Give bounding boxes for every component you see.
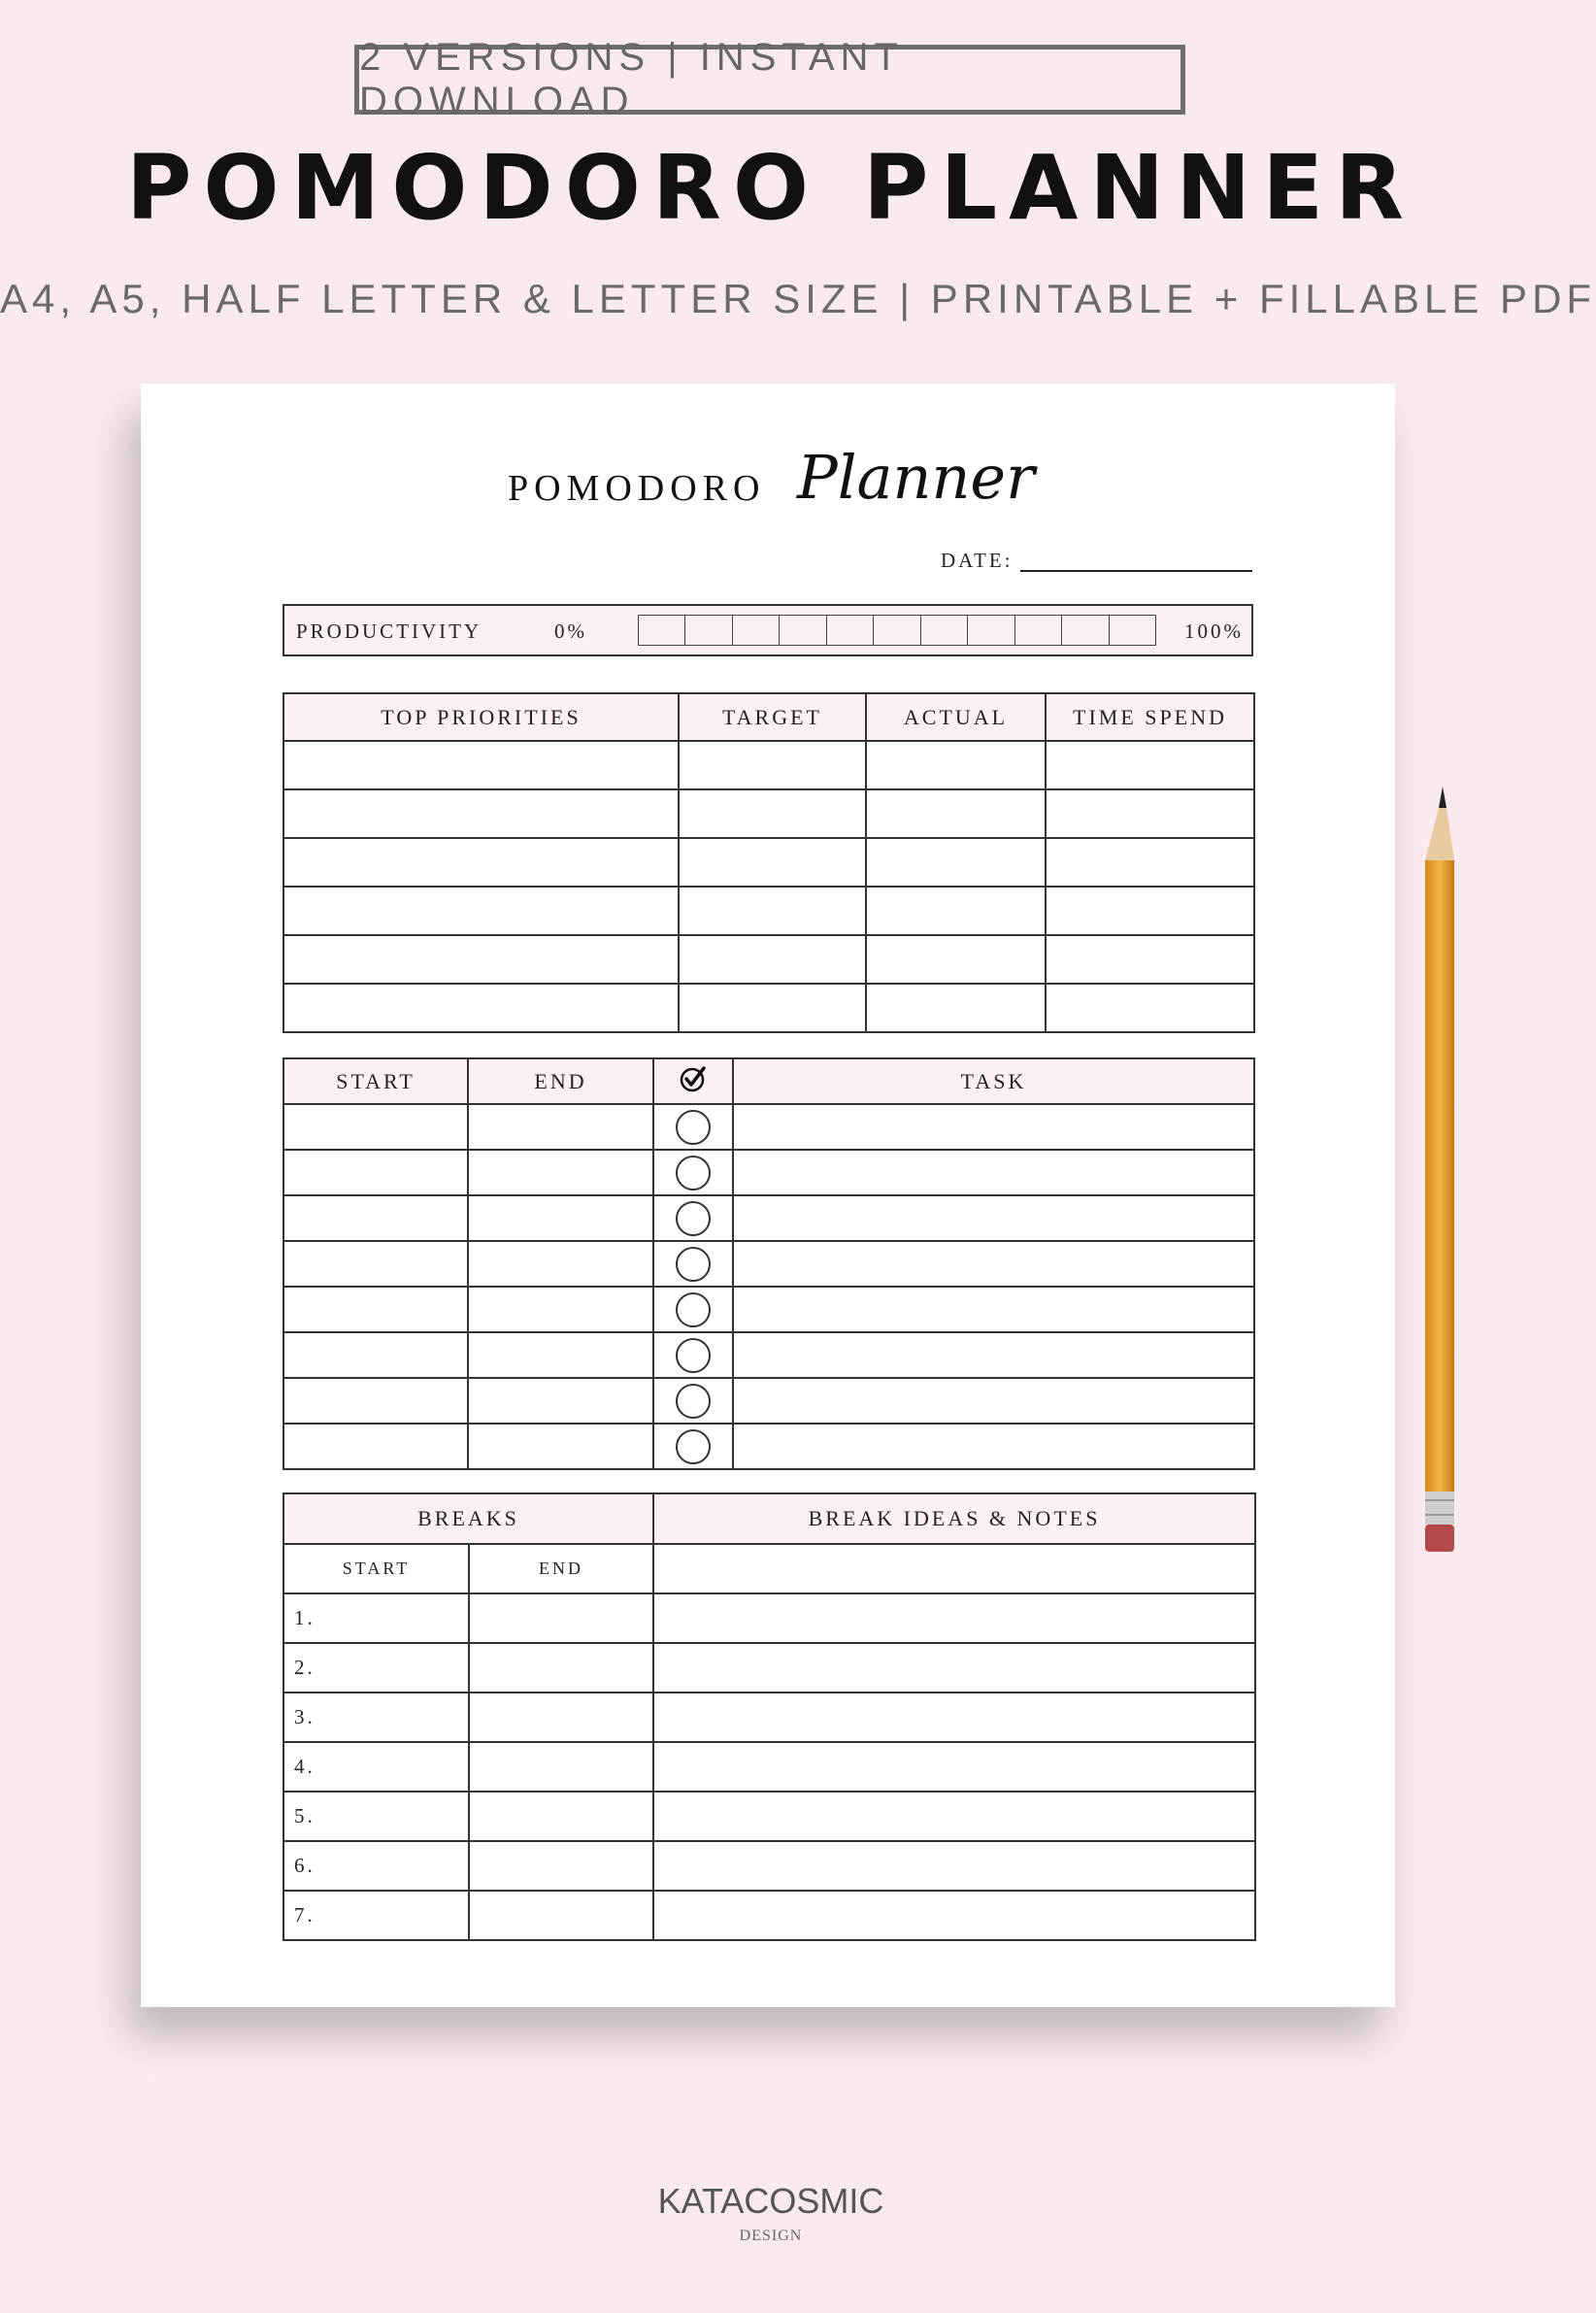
- planner-sheet: [141, 384, 1395, 2007]
- table-row: [283, 838, 1254, 887]
- start-cell[interactable]: [283, 1104, 468, 1150]
- break-start-cell[interactable]: 7.: [283, 1891, 469, 1940]
- col-target: TARGET: [679, 693, 866, 741]
- time-spend-cell[interactable]: [1046, 838, 1254, 887]
- break-start-cell[interactable]: 4.: [283, 1742, 469, 1792]
- col-top-priorities: TOP PRIORITIES: [283, 693, 679, 741]
- table-row: [283, 1693, 1255, 1742]
- productivity-segment[interactable]: [685, 616, 732, 645]
- task-cell[interactable]: [733, 1241, 1254, 1287]
- sub-end: END: [469, 1544, 653, 1593]
- notes-cell[interactable]: [653, 1742, 1255, 1792]
- productivity-segment[interactable]: [1015, 616, 1062, 645]
- target-cell[interactable]: [679, 887, 866, 935]
- priorities-table: [283, 692, 1255, 1033]
- checkbox-circle[interactable]: [676, 1201, 711, 1236]
- priority-cell[interactable]: [283, 741, 679, 789]
- break-start-cell[interactable]: 1.: [283, 1593, 469, 1643]
- priority-cell[interactable]: [283, 789, 679, 838]
- table-row: [283, 1841, 1255, 1891]
- break-end-cell[interactable]: [469, 1792, 653, 1841]
- subtitle: A4, A5, HALF LETTER & LETTER SIZE | PRINTABLE + FILLABLE PDF: [0, 276, 1596, 321]
- end-cell[interactable]: [468, 1287, 653, 1332]
- task-cell[interactable]: [733, 1150, 1254, 1195]
- table-row: [283, 1742, 1255, 1792]
- table-row: [283, 1891, 1255, 1940]
- main-title: POMODORO PLANNER: [126, 136, 1415, 240]
- break-end-cell[interactable]: [469, 1593, 653, 1643]
- priority-cell[interactable]: [283, 838, 679, 887]
- target-cell[interactable]: [679, 741, 866, 789]
- productivity-segment[interactable]: [1062, 616, 1109, 645]
- checkbox-circle[interactable]: [676, 1338, 711, 1373]
- table-row: [283, 741, 1254, 789]
- notes-cell[interactable]: [653, 1693, 1255, 1742]
- productivity-max: 100%: [1184, 620, 1244, 643]
- table-row: [283, 887, 1254, 935]
- actual-cell[interactable]: [866, 741, 1046, 789]
- start-cell[interactable]: [283, 1241, 468, 1287]
- sheet-script-title: [797, 424, 1035, 531]
- table-row: [283, 1287, 1254, 1332]
- check-icon: [679, 1064, 708, 1093]
- sheet-title: POMODORO: [508, 468, 766, 509]
- end-cell[interactable]: [468, 1424, 653, 1469]
- start-cell[interactable]: [283, 1332, 468, 1378]
- table-row: [283, 1195, 1254, 1241]
- brand-logo: KATACOSMIC: [657, 2181, 884, 2221]
- table-row: [283, 1378, 1254, 1424]
- end-cell[interactable]: [468, 1332, 653, 1378]
- sheet-script-text: Planner: [797, 442, 1035, 513]
- date-field[interactable]: [1020, 570, 1252, 572]
- checkbox-circle[interactable]: [676, 1292, 711, 1327]
- actual-cell[interactable]: [866, 887, 1046, 935]
- actual-cell[interactable]: [866, 838, 1046, 887]
- table-row: [283, 1150, 1254, 1195]
- productivity-label: PRODUCTIVITY: [296, 620, 482, 643]
- notes-cell[interactable]: [653, 1792, 1255, 1841]
- productivity-min: 0%: [554, 620, 587, 643]
- notes-cell[interactable]: [653, 1891, 1255, 1940]
- priority-cell[interactable]: [283, 887, 679, 935]
- col-check: [653, 1058, 733, 1104]
- table-row: [283, 789, 1254, 838]
- notes-cell[interactable]: [653, 1841, 1255, 1891]
- break-end-cell[interactable]: [469, 1742, 653, 1792]
- start-cell[interactable]: [283, 1150, 468, 1195]
- start-cell[interactable]: [283, 1378, 468, 1424]
- start-cell[interactable]: [283, 1287, 468, 1332]
- time-spend-cell[interactable]: [1046, 741, 1254, 789]
- productivity-segment[interactable]: [968, 616, 1014, 645]
- productivity-segment[interactable]: [827, 616, 874, 645]
- table-row: [283, 1241, 1254, 1287]
- task-cell[interactable]: [733, 1104, 1254, 1150]
- table-row: [283, 1104, 1254, 1150]
- checkbox-circle[interactable]: [676, 1156, 711, 1190]
- time-spend-cell[interactable]: [1046, 887, 1254, 935]
- break-end-cell[interactable]: [469, 1693, 653, 1742]
- notes-cell[interactable]: [653, 1643, 1255, 1693]
- checkbox-circle[interactable]: [676, 1429, 711, 1464]
- actual-cell[interactable]: [866, 789, 1046, 838]
- checkbox-circle[interactable]: [676, 1110, 711, 1145]
- task-cell[interactable]: [733, 1195, 1254, 1241]
- target-cell[interactable]: [679, 838, 866, 887]
- col-breaks: BREAKS: [283, 1493, 653, 1544]
- notes-cell[interactable]: [653, 1544, 1255, 1593]
- target-cell[interactable]: [679, 935, 866, 984]
- productivity-segment[interactable]: [733, 616, 780, 645]
- table-row: [283, 1593, 1255, 1643]
- table-row: [283, 984, 1254, 1032]
- productivity-segment[interactable]: [1110, 616, 1155, 645]
- time-spend-cell[interactable]: [1046, 789, 1254, 838]
- table-row: [283, 1643, 1255, 1693]
- break-end-cell[interactable]: [469, 1891, 653, 1940]
- end-cell[interactable]: [468, 1195, 653, 1241]
- start-cell[interactable]: [283, 1424, 468, 1469]
- target-cell[interactable]: [679, 984, 866, 1032]
- end-cell[interactable]: [468, 1378, 653, 1424]
- col-task: TASK: [733, 1058, 1254, 1104]
- pencil-image: [1419, 787, 1458, 1568]
- task-cell[interactable]: [733, 1424, 1254, 1469]
- col-end: END: [468, 1058, 653, 1104]
- notes-cell[interactable]: [653, 1593, 1255, 1643]
- end-cell[interactable]: [468, 1241, 653, 1287]
- tasks-table: [283, 1057, 1255, 1470]
- task-cell[interactable]: [733, 1287, 1254, 1332]
- sub-start: START: [283, 1544, 469, 1593]
- productivity-bar[interactable]: [638, 615, 1156, 646]
- actual-cell[interactable]: [866, 984, 1046, 1032]
- productivity-tracker: [283, 604, 1253, 656]
- productivity-segment[interactable]: [780, 616, 826, 645]
- checkbox-circle[interactable]: [676, 1384, 711, 1419]
- priority-cell[interactable]: [283, 935, 679, 984]
- productivity-segment[interactable]: [921, 616, 968, 645]
- break-start-cell[interactable]: 3.: [283, 1693, 469, 1742]
- end-cell[interactable]: [468, 1150, 653, 1195]
- break-start-cell[interactable]: 6.: [283, 1841, 469, 1891]
- break-start-cell[interactable]: 2.: [283, 1643, 469, 1693]
- priority-cell[interactable]: [283, 984, 679, 1032]
- break-end-cell[interactable]: [469, 1841, 653, 1891]
- productivity-segment[interactable]: [639, 616, 685, 645]
- checkbox-circle[interactable]: [676, 1247, 711, 1282]
- end-cell[interactable]: [468, 1104, 653, 1150]
- brand-sub: DESIGN: [739, 2228, 803, 2244]
- time-spend-cell[interactable]: [1046, 935, 1254, 984]
- start-cell[interactable]: [283, 1195, 468, 1241]
- col-time-spend: TIME SPEND: [1046, 693, 1254, 741]
- col-start: START: [283, 1058, 468, 1104]
- table-row: [283, 935, 1254, 984]
- break-end-cell[interactable]: [469, 1643, 653, 1693]
- break-start-cell[interactable]: 5.: [283, 1792, 469, 1841]
- date-label: DATE:: [941, 549, 1014, 572]
- target-cell[interactable]: [679, 789, 866, 838]
- table-row: [283, 1332, 1254, 1378]
- col-break-ideas: BREAK IDEAS & NOTES: [653, 1493, 1255, 1544]
- table-row: [283, 1424, 1254, 1469]
- task-cell[interactable]: [733, 1332, 1254, 1378]
- time-spend-cell[interactable]: [1046, 984, 1254, 1032]
- versions-badge: 2 VERSIONS | INSTANT DOWNLOAD: [354, 45, 1185, 115]
- actual-cell[interactable]: [866, 935, 1046, 984]
- task-cell[interactable]: [733, 1378, 1254, 1424]
- breaks-table: [283, 1492, 1256, 1941]
- productivity-segment[interactable]: [874, 616, 920, 645]
- table-row: [283, 1792, 1255, 1841]
- col-actual: ACTUAL: [866, 693, 1046, 741]
